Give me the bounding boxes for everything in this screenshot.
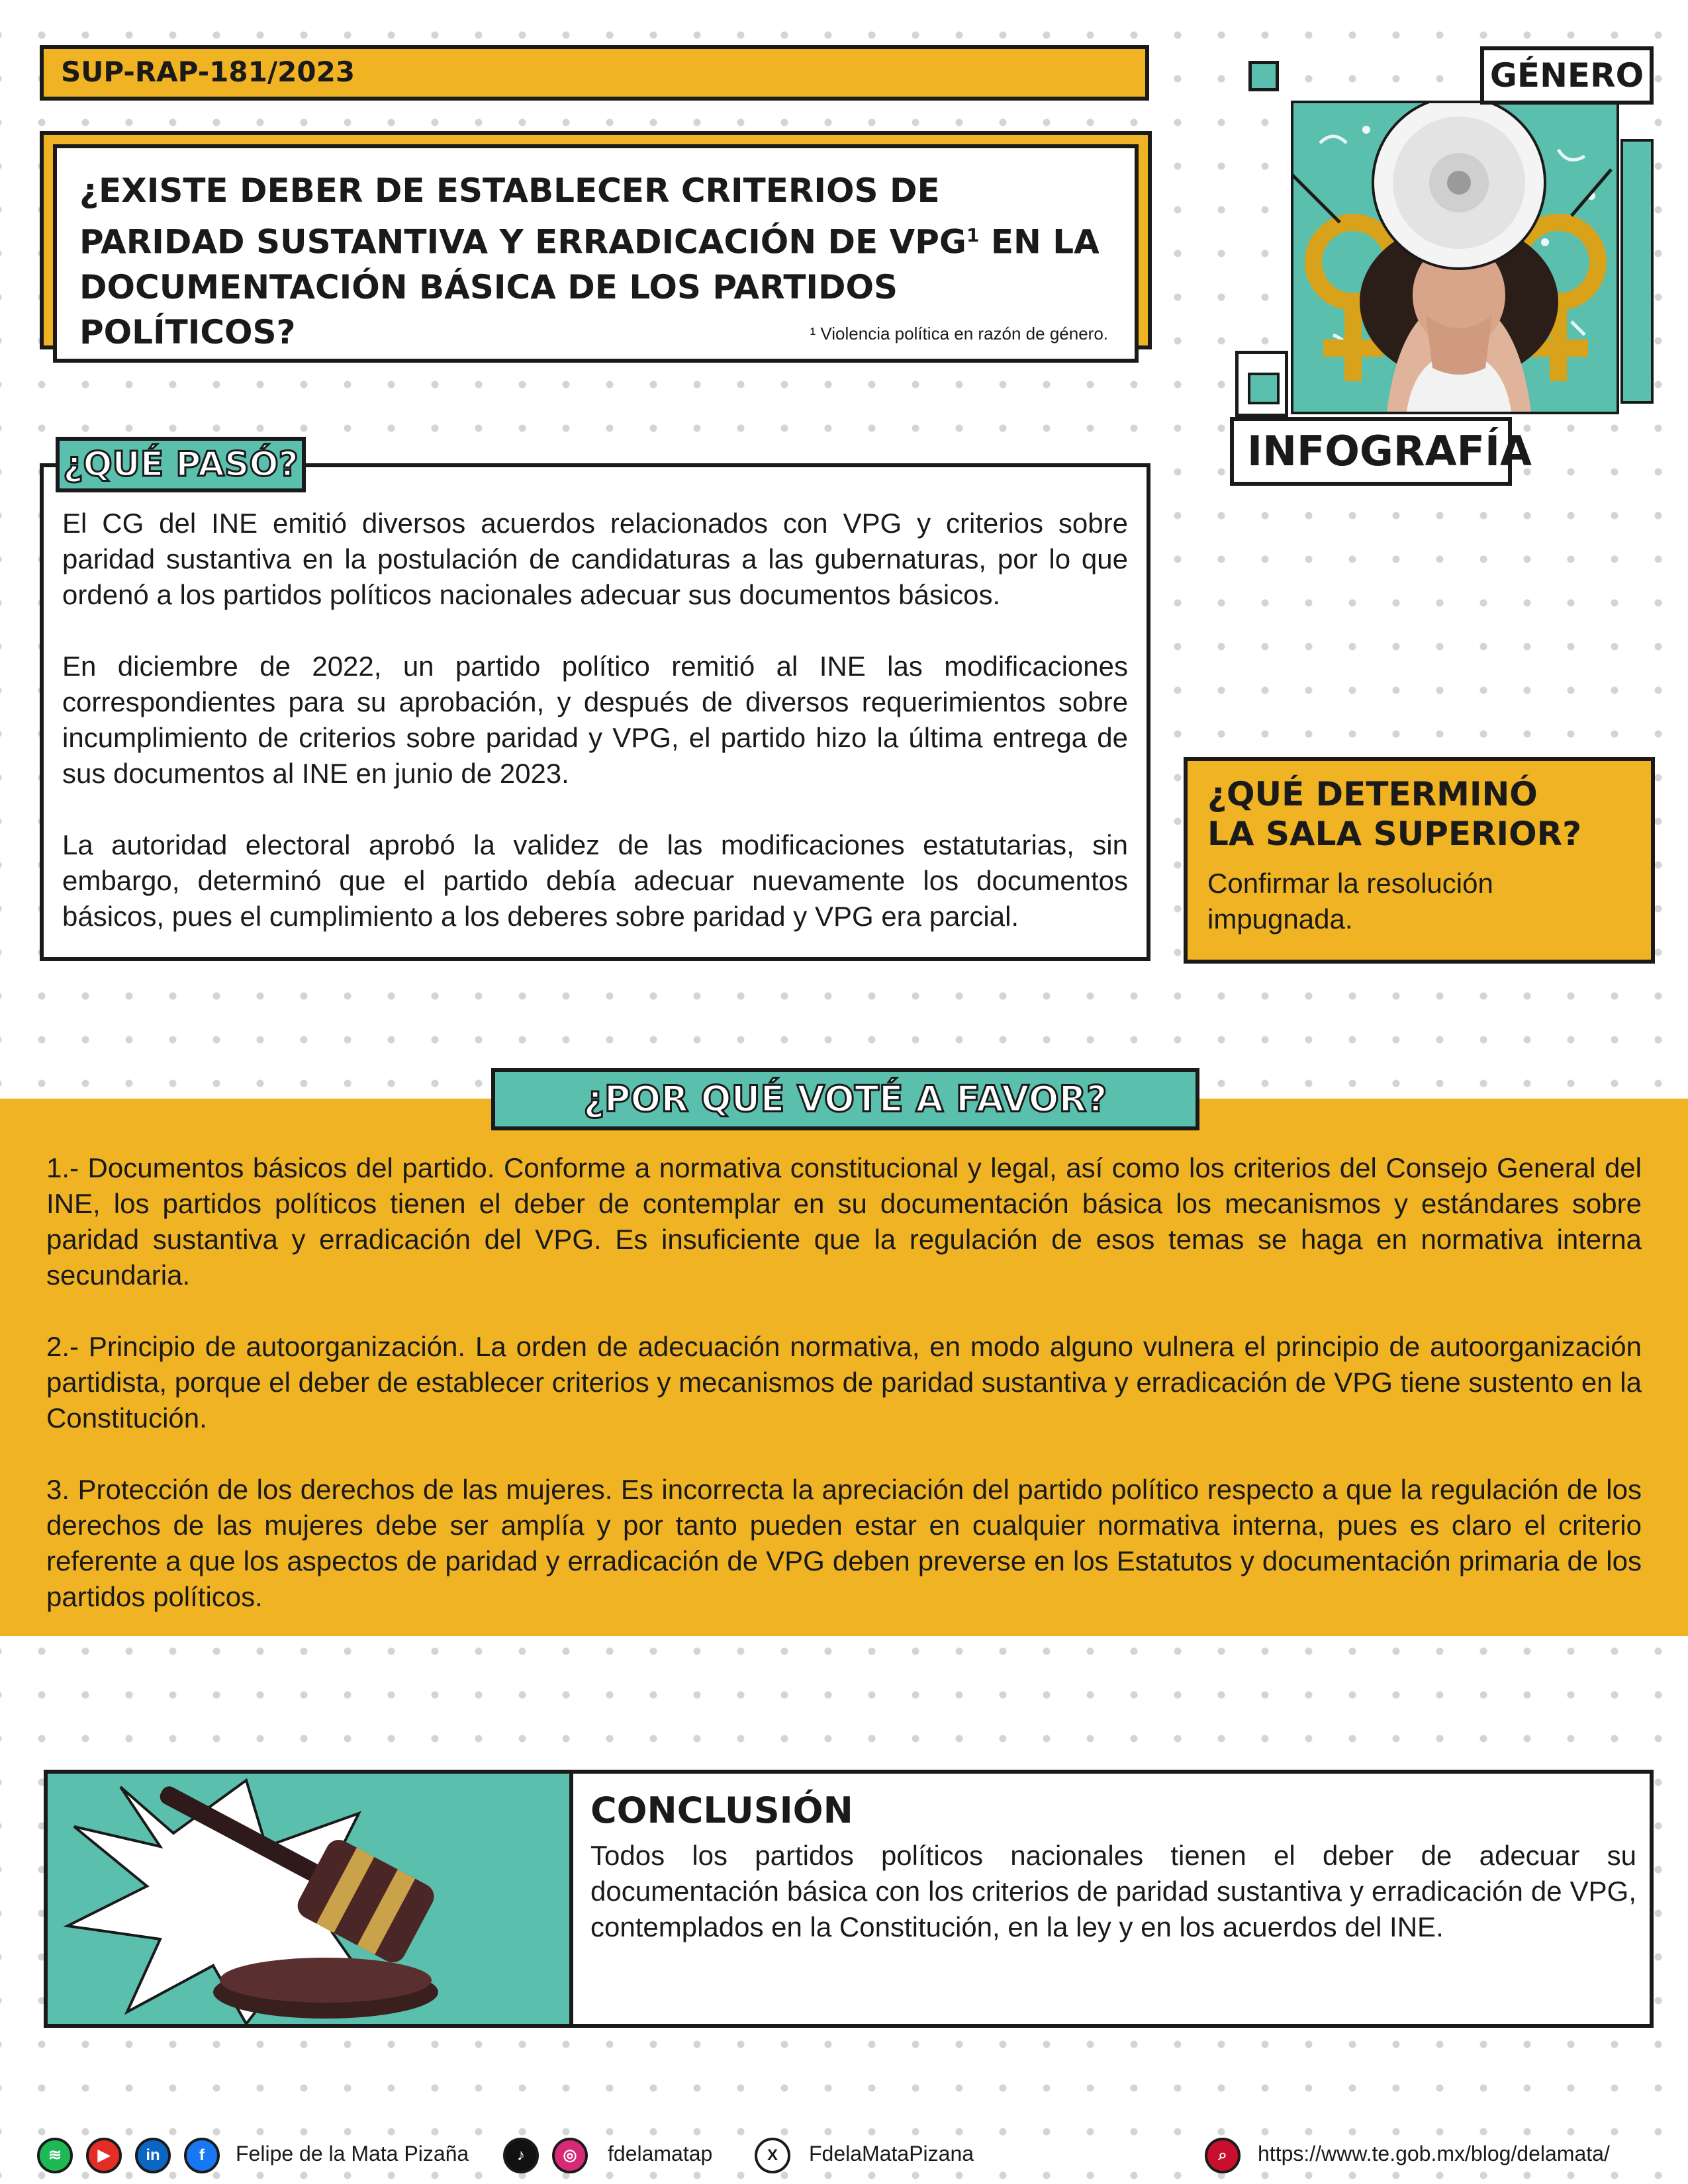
gavel-illustration <box>48 1774 573 2024</box>
por-que-heading: ¿POR QUÉ VOTÉ A FAVOR? <box>491 1068 1199 1130</box>
x-icon[interactable]: X <box>755 2138 790 2173</box>
youtube-icon[interactable]: ▶ <box>86 2138 122 2173</box>
conclusion-heading: CONCLUSIÓN <box>590 1790 853 1831</box>
por-que-paragraph: 3. Protección de los derechos de las mujeres. Es incorrecta la apreciación del partido político respecto a que la regulación de los derechos de las mujeres debe ser amplía y por tanto pueden estar en cualquier normativa interna, pues es claro el criterio referente a que los aspectos de paridad y erradicación de VPG deben preverse en los Estatutos y documentación primaria de los partidos políticos. <box>46 1474 1642 1612</box>
footer-x-handle[interactable]: FdelaMataPizana <box>809 2142 974 2165</box>
por-que-paragraph: 1.- Documentos básicos del partido. Conforme a normativa constitucional y legal, así como los criterios del Consejo General del INE, los partidos políticos tienen el deber de contemplar en su documentación básica los mecanismos y estándares sobre paridad sustantiva y erradicación del VPG. Es insuficiente que la regulación de esos temas se haga en normativa interna secundaria. <box>46 1152 1642 1291</box>
que-determino-heading: ¿QUÉ DETERMINÓ LA SALA SUPERIOR? <box>1207 775 1582 853</box>
question-box <box>53 144 1139 363</box>
que-paso-paragraph: El CG del INE emitió diversos acuerdos relacionados con VPG y criterios sobre paridad sustantiva en la postulación de candidaturas a las gubernaturas, por lo que ordenó a los partidos políticos nacionales adecuar sus documentos básicos. <box>62 508 1128 610</box>
que-paso-box <box>40 463 1150 961</box>
megaphone-illustration <box>1291 101 1619 414</box>
tiktok-icon[interactable]: ♪ <box>503 2138 539 2173</box>
conclusion-box <box>44 1770 1654 2028</box>
type-tag: INFOGRAFÍA <box>1230 417 1512 486</box>
decorative-square <box>1248 61 1279 91</box>
decorative-strip <box>1620 139 1654 404</box>
que-paso-paragraph: La autoridad electoral aprobó la validez de las modificaciones estatutarias, sin embargo, determinó que el partido debía adecuar nuevamente los documentos básicos, pues el cumplimiento a los deberes sobre paridad y VPG era parcial. <box>62 829 1128 932</box>
que-determino-box <box>1184 757 1655 964</box>
facebook-icon[interactable]: f <box>184 2138 220 2173</box>
decorative-square <box>1235 351 1288 417</box>
instagram-icon[interactable]: ◎ <box>552 2138 588 2173</box>
footer <box>0 2138 1688 2177</box>
linkedin-icon[interactable]: in <box>135 2138 171 2173</box>
search-icon[interactable]: ⌕ <box>1205 2138 1241 2173</box>
spotify-icon[interactable]: ≋ <box>37 2138 73 2173</box>
conclusion-content <box>590 1790 1636 1945</box>
por-que-paragraph: 2.- Principio de autoorganización. La orden de adecuación normativa, en modo alguno vulnera el principio de autoorganización partidista, porque el deber de establecer criterios y mecanismos de paridad sustantiva y erradicación de VPG tiene sustento en la Constitución. <box>46 1331 1642 1433</box>
topic-tag: GÉNERO <box>1480 46 1654 105</box>
footer-short-handle[interactable]: fdelamatap <box>608 2142 713 2165</box>
que-paso-heading: ¿QUÉ PASÓ? <box>56 437 306 492</box>
por-que-band <box>0 1099 1688 1636</box>
que-determino-text: Confirmar la resolución impugnada. <box>1207 868 1493 934</box>
que-paso-paragraph: En diciembre de 2022, un partido político remitió al INE las modificaciones correspondientes para su aprobación, y después de diversos requerimientos sobre incumplimiento de criterios sobre paridad y VPG, el partido hizo la última entrega de sus documentos al INE en junio de 2023. <box>62 651 1128 789</box>
footer-url[interactable]: https://www.te.gob.mx/blog/delamata/ <box>1258 2142 1610 2165</box>
case-number: SUP-RAP-181/2023 <box>61 56 355 88</box>
question-title: ¿EXISTE DEBER DE ESTABLECER CRITERIOS DE PARIDAD SUSTANTIVA Y ERRADICACIÓN DE VPG$^1$ EN LA DOCUMENTACIÓN BÁSICA DE LOS PARTIDOS POLÍTICOS? <box>79 171 1100 351</box>
footnote: ¹ Violencia política en razón de género. <box>810 324 1108 343</box>
footer-name-handle[interactable]: Felipe de la Mata Pizaña <box>236 2142 469 2165</box>
case-number-bar <box>40 45 1149 101</box>
conclusion-text: Todos los partidos políticos nacionales tienen el deber de adecuar su documentación básica con los criterios de paridad sustantiva y erradicación de VPG, contemplados en la Constitución, en la ley y en los acuerdos del INE. <box>590 1840 1636 1942</box>
